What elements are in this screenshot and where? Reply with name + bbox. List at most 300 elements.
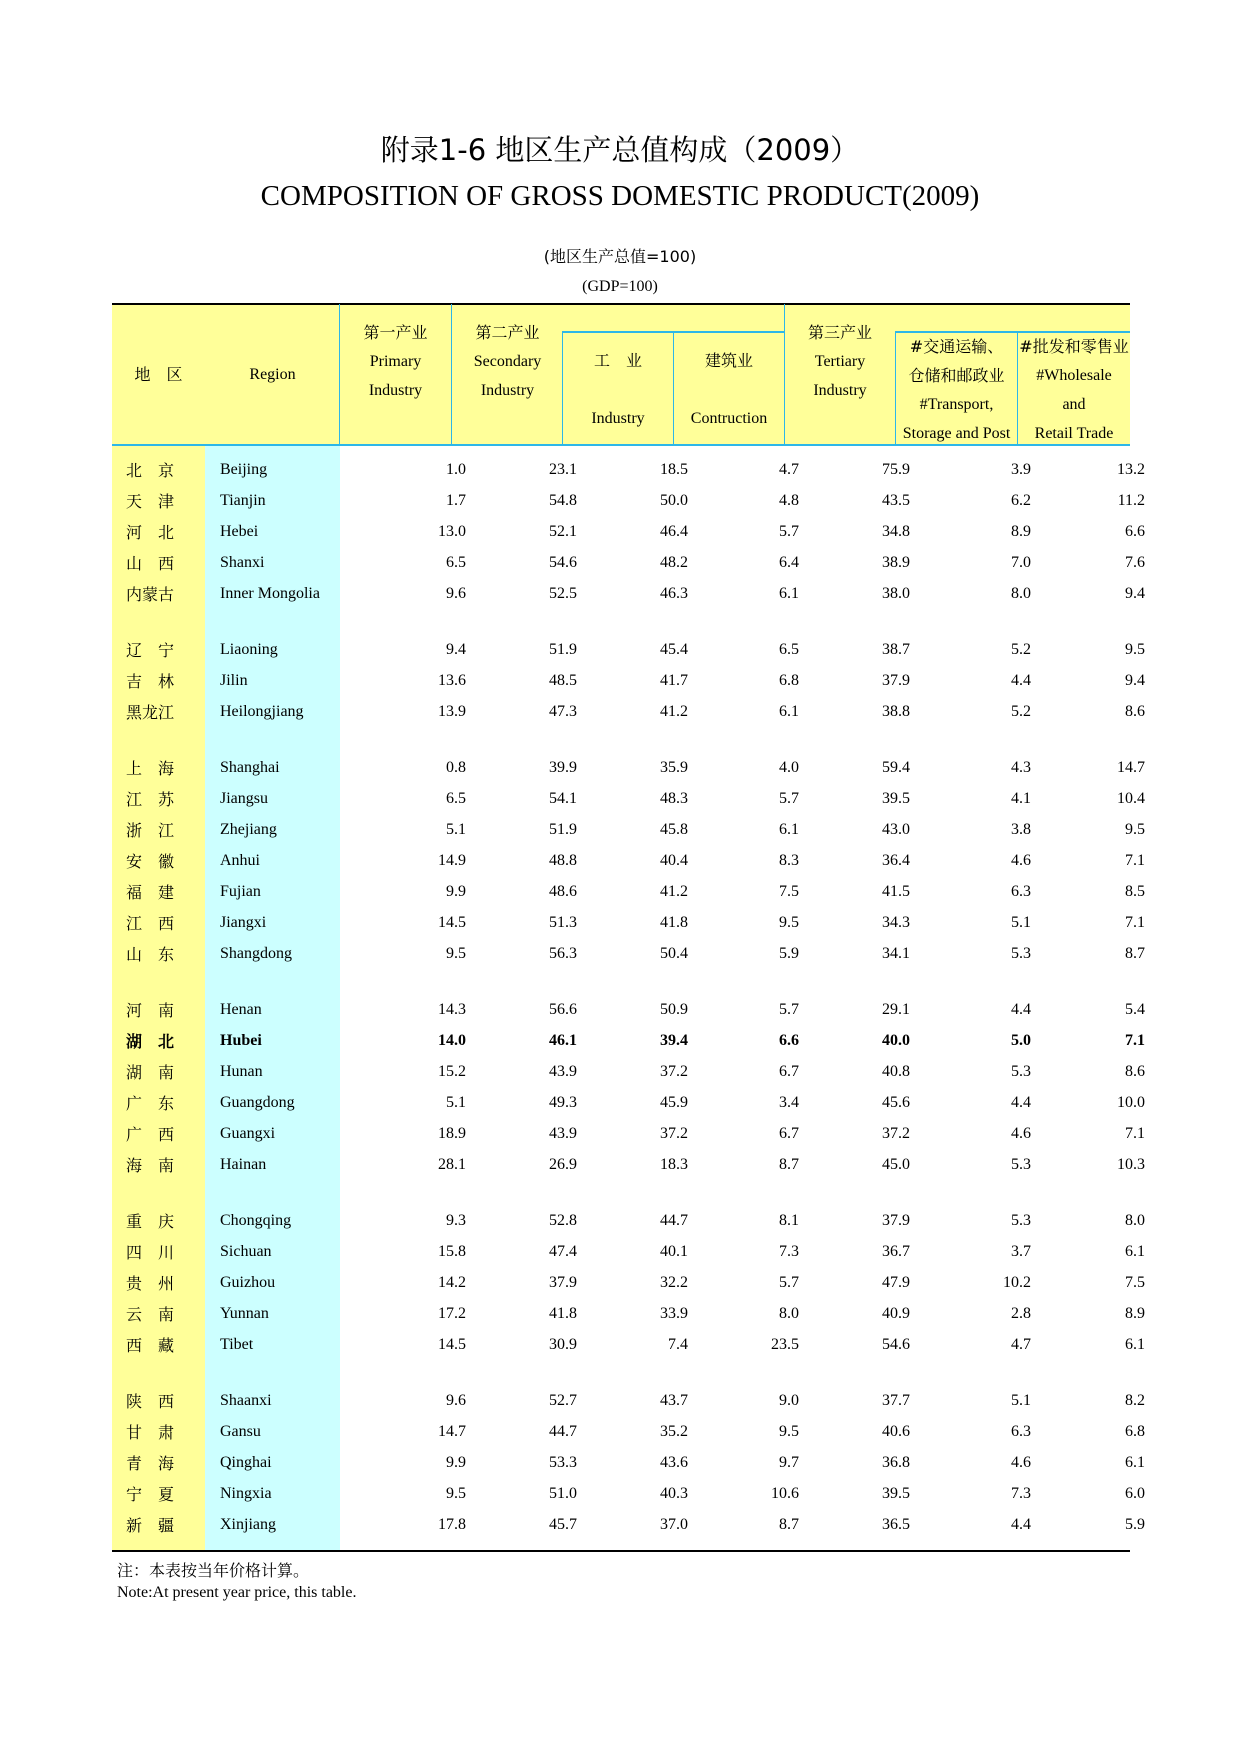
table-row — [112, 814, 1145, 845]
value-construction: 4.8 — [779, 491, 799, 509]
value-transport: 4.3 — [1011, 758, 1031, 776]
value-wholesale: 8.7 — [1125, 944, 1145, 962]
value-construction: 8.0 — [779, 1304, 799, 1322]
value-tertiary: 34.3 — [882, 913, 910, 931]
value-construction: 9.0 — [779, 1391, 799, 1409]
value-construction: 4.7 — [779, 460, 799, 478]
value-secondary: 52.5 — [549, 584, 577, 602]
value-transport: 4.4 — [1011, 1515, 1031, 1533]
value-tertiary: 45.0 — [882, 1155, 910, 1173]
value-primary: 9.9 — [446, 882, 466, 900]
region-name-cn: 吉 林 — [126, 672, 175, 691]
value-wholesale: 6.1 — [1125, 1453, 1145, 1471]
region-name-en: Jilin — [220, 671, 248, 689]
value-primary: 9.6 — [446, 584, 466, 602]
value-industry: 48.2 — [660, 553, 688, 571]
value-transport: 8.9 — [1011, 522, 1031, 540]
region-name-en: Tianjin — [220, 491, 266, 509]
value-tertiary: 36.4 — [882, 851, 910, 869]
footnote-chinese: 注：本表按当年价格计算。 — [117, 1561, 310, 1580]
region-name-en: Shaanxi — [220, 1391, 272, 1409]
group-spacer — [112, 1360, 1145, 1385]
unit-note-chinese: (地区生产总值=100) — [543, 247, 697, 266]
value-wholesale: 6.6 — [1125, 522, 1145, 540]
value-primary: 14.3 — [438, 1000, 466, 1018]
value-wholesale: 11.2 — [1117, 491, 1145, 509]
value-primary: 5.1 — [446, 820, 466, 838]
region-name-cn: 安 徽 — [126, 852, 175, 871]
header-region-cn: 地 区 — [134, 365, 183, 384]
table-row — [112, 1447, 1145, 1478]
value-tertiary: 43.0 — [882, 820, 910, 838]
value-construction: 6.8 — [779, 671, 799, 689]
value-industry: 41.2 — [660, 882, 688, 900]
value-construction: 9.7 — [779, 1453, 799, 1471]
value-secondary: 54.8 — [549, 491, 577, 509]
region-name-en: Fujian — [220, 882, 261, 900]
value-tertiary: 41.5 — [882, 882, 910, 900]
region-name-en: Tibet — [220, 1335, 254, 1353]
value-transport: 4.4 — [1011, 1000, 1031, 1018]
value-wholesale: 10.3 — [1117, 1155, 1145, 1173]
value-wholesale: 8.2 — [1125, 1391, 1145, 1409]
value-industry: 41.2 — [660, 702, 688, 720]
value-tertiary: 38.9 — [882, 553, 910, 571]
value-primary: 14.7 — [438, 1422, 466, 1440]
value-tertiary: 40.9 — [882, 1304, 910, 1322]
value-secondary: 51.9 — [549, 640, 577, 658]
value-tertiary: 38.8 — [882, 702, 910, 720]
region-name-cn: 四 川 — [126, 1243, 175, 1262]
region-name-en: Shanxi — [220, 553, 265, 571]
region-name-cn: 贵 州 — [126, 1274, 175, 1293]
value-tertiary: 38.0 — [882, 584, 910, 602]
value-construction: 6.1 — [779, 702, 799, 720]
value-wholesale: 8.9 — [1125, 1304, 1145, 1322]
value-wholesale: 7.1 — [1125, 913, 1145, 931]
value-primary: 9.3 — [446, 1211, 466, 1229]
group-spacer — [112, 1180, 1145, 1205]
value-wholesale: 7.1 — [1125, 851, 1145, 869]
value-construction: 7.3 — [779, 1242, 799, 1260]
region-name-en: Zhejiang — [220, 820, 277, 838]
value-industry: 45.8 — [660, 820, 688, 838]
page-title-chinese: 附录1-6 地区生产总值构成（2009） — [380, 133, 860, 167]
value-construction: 6.1 — [779, 584, 799, 602]
table-row — [112, 665, 1145, 696]
region-name-en: Shanghai — [220, 758, 280, 776]
value-primary: 9.5 — [446, 1484, 466, 1502]
value-tertiary: 36.8 — [882, 1453, 910, 1471]
table-row — [112, 1149, 1145, 1180]
table-row — [112, 1087, 1145, 1118]
value-industry: 35.9 — [660, 758, 688, 776]
value-primary: 9.4 — [446, 640, 466, 658]
value-tertiary: 45.6 — [882, 1093, 910, 1111]
region-name-en: Henan — [220, 1000, 262, 1018]
value-transport: 6.2 — [1011, 491, 1031, 509]
value-construction: 5.9 — [779, 944, 799, 962]
region-name-cn: 广 西 — [126, 1125, 175, 1144]
value-wholesale: 9.4 — [1125, 584, 1145, 602]
region-name-cn: 辽 宁 — [126, 641, 175, 660]
value-wholesale: 7.5 — [1125, 1273, 1145, 1291]
value-wholesale: 9.5 — [1125, 640, 1145, 658]
table-row — [112, 1118, 1145, 1149]
value-tertiary: 40.0 — [882, 1031, 910, 1049]
header-construction: 建筑业 Contruction — [690, 351, 768, 427]
value-transport: 3.7 — [1011, 1242, 1031, 1260]
value-tertiary: 29.1 — [882, 1000, 910, 1018]
table-row — [112, 994, 1145, 1025]
table-row — [112, 1385, 1145, 1416]
value-industry: 39.4 — [660, 1031, 688, 1049]
value-primary: 14.5 — [438, 1335, 466, 1353]
value-tertiary: 54.6 — [882, 1335, 910, 1353]
value-construction: 5.7 — [779, 1000, 799, 1018]
table-row — [112, 1236, 1145, 1267]
table-row — [112, 516, 1145, 547]
value-transport: 5.1 — [1011, 1391, 1031, 1409]
value-primary: 14.9 — [438, 851, 466, 869]
value-construction: 4.0 — [779, 758, 799, 776]
value-primary: 14.5 — [438, 913, 466, 931]
value-wholesale: 7.6 — [1125, 553, 1145, 571]
table-row — [112, 876, 1145, 907]
value-secondary: 52.8 — [549, 1211, 577, 1229]
value-secondary: 56.3 — [549, 944, 577, 962]
value-wholesale: 13.2 — [1117, 460, 1145, 478]
value-secondary: 23.1 — [549, 460, 577, 478]
value-primary: 15.8 — [438, 1242, 466, 1260]
value-wholesale: 6.0 — [1125, 1484, 1145, 1502]
region-name-cn: 河 北 — [126, 523, 175, 542]
value-transport: 4.4 — [1011, 671, 1031, 689]
value-transport: 3.9 — [1011, 460, 1031, 478]
value-construction: 6.5 — [779, 640, 799, 658]
region-name-en: Anhui — [220, 851, 260, 869]
value-industry: 50.0 — [660, 491, 688, 509]
value-primary: 18.9 — [438, 1124, 466, 1142]
value-primary: 17.8 — [438, 1515, 466, 1533]
value-primary: 9.9 — [446, 1453, 466, 1471]
region-name-cn: 北 京 — [126, 461, 175, 480]
value-primary: 6.5 — [446, 553, 466, 571]
value-tertiary: 36.7 — [882, 1242, 910, 1260]
value-secondary: 51.9 — [549, 820, 577, 838]
value-industry: 41.7 — [660, 671, 688, 689]
value-construction: 7.5 — [779, 882, 799, 900]
table-row — [112, 1025, 1145, 1056]
value-transport: 2.8 — [1011, 1304, 1031, 1322]
value-industry: 37.2 — [660, 1124, 688, 1142]
value-primary: 14.2 — [438, 1273, 466, 1291]
value-transport: 6.3 — [1011, 882, 1031, 900]
value-primary: 28.1 — [438, 1155, 466, 1173]
value-industry: 41.8 — [660, 913, 688, 931]
value-transport: 4.6 — [1011, 1453, 1031, 1471]
value-transport: 4.6 — [1011, 1124, 1031, 1142]
value-industry: 46.3 — [660, 584, 688, 602]
region-name-en: Yunnan — [220, 1304, 269, 1322]
value-primary: 0.8 — [446, 758, 466, 776]
value-construction: 5.7 — [779, 522, 799, 540]
value-construction: 8.3 — [779, 851, 799, 869]
value-secondary: 53.3 — [549, 1453, 577, 1471]
value-tertiary: 38.7 — [882, 640, 910, 658]
value-primary: 6.5 — [446, 789, 466, 807]
value-primary: 13.0 — [438, 522, 466, 540]
value-primary: 14.0 — [438, 1031, 466, 1049]
table-row — [112, 1416, 1145, 1447]
region-name-cn: 内蒙古 — [126, 585, 175, 604]
value-tertiary: 37.7 — [882, 1391, 910, 1409]
value-secondary: 49.3 — [549, 1093, 577, 1111]
table-row — [112, 1267, 1145, 1298]
value-construction: 8.7 — [779, 1515, 799, 1533]
value-construction: 6.7 — [779, 1062, 799, 1080]
group-spacer — [112, 727, 1145, 752]
value-transport: 7.3 — [1011, 1484, 1031, 1502]
header-tertiary: 第三产业 Tertiary Industry — [807, 323, 872, 399]
table-row — [112, 783, 1145, 814]
header-region-en: Region — [249, 366, 296, 383]
value-secondary: 52.1 — [549, 522, 577, 540]
value-primary: 1.0 — [446, 460, 466, 478]
value-secondary: 52.7 — [549, 1391, 577, 1409]
value-wholesale: 5.9 — [1125, 1515, 1145, 1533]
value-construction: 10.6 — [771, 1484, 799, 1502]
region-name-en: Ningxia — [220, 1484, 272, 1502]
region-name-en: Guangdong — [220, 1093, 295, 1111]
value-industry: 45.9 — [660, 1093, 688, 1111]
value-construction: 8.7 — [779, 1155, 799, 1173]
region-name-cn: 天 津 — [126, 492, 175, 511]
value-transport: 4.1 — [1011, 789, 1031, 807]
value-construction: 6.7 — [779, 1124, 799, 1142]
region-name-cn: 江 苏 — [126, 790, 175, 809]
value-tertiary: 34.8 — [882, 522, 910, 540]
region-name-en: Inner Mongolia — [220, 584, 320, 602]
value-tertiary: 75.9 — [882, 460, 910, 478]
value-transport: 4.6 — [1011, 851, 1031, 869]
value-tertiary: 59.4 — [882, 758, 910, 776]
region-name-cn: 黑龙江 — [126, 703, 175, 722]
value-secondary: 46.1 — [549, 1031, 577, 1049]
value-wholesale: 10.0 — [1117, 1093, 1145, 1111]
value-secondary: 41.8 — [549, 1304, 577, 1322]
value-transport: 5.1 — [1011, 913, 1031, 931]
region-name-en: Shangdong — [220, 944, 292, 962]
region-name-en: Jiangxi — [220, 913, 267, 931]
value-construction: 5.7 — [779, 789, 799, 807]
table-row — [112, 938, 1145, 969]
value-primary: 9.6 — [446, 1391, 466, 1409]
value-secondary: 39.9 — [549, 758, 577, 776]
region-name-cn: 江 西 — [126, 914, 175, 933]
table-row — [112, 1056, 1145, 1087]
table-row — [112, 1329, 1145, 1360]
value-wholesale: 9.4 — [1125, 671, 1145, 689]
region-name-cn: 海 南 — [126, 1156, 175, 1175]
value-transport: 3.8 — [1011, 820, 1031, 838]
unit-note-english: (GDP=100) — [582, 278, 658, 295]
value-construction: 23.5 — [771, 1335, 799, 1353]
table-row — [112, 752, 1145, 783]
region-name-en: Hainan — [220, 1155, 267, 1173]
region-name-en: Hunan — [220, 1062, 263, 1080]
value-transport: 4.7 — [1011, 1335, 1031, 1353]
value-industry: 43.7 — [660, 1391, 688, 1409]
value-secondary: 54.6 — [549, 553, 577, 571]
region-name-cn: 西 藏 — [126, 1336, 175, 1355]
table-row — [112, 1478, 1145, 1509]
region-name-cn: 湖 南 — [126, 1063, 175, 1082]
region-name-cn: 云 南 — [126, 1305, 175, 1324]
value-secondary: 43.9 — [549, 1062, 577, 1080]
region-name-en: Hubei — [220, 1031, 262, 1049]
value-secondary: 44.7 — [549, 1422, 577, 1440]
value-construction: 6.6 — [779, 1031, 799, 1049]
page-title-english: COMPOSITION OF GROSS DOMESTIC PRODUCT(2009) — [260, 180, 980, 212]
value-industry: 43.6 — [660, 1453, 688, 1471]
value-secondary: 51.0 — [549, 1484, 577, 1502]
value-industry: 40.4 — [660, 851, 688, 869]
table-row — [112, 1205, 1145, 1236]
value-wholesale: 7.1 — [1125, 1124, 1145, 1142]
region-name-en: Heilongjiang — [220, 702, 304, 720]
value-transport: 5.3 — [1011, 944, 1031, 962]
value-secondary: 48.6 — [549, 882, 577, 900]
region-name-cn: 湖 北 — [126, 1032, 175, 1051]
region-name-cn: 重 庆 — [126, 1212, 175, 1231]
value-construction: 8.1 — [779, 1211, 799, 1229]
value-secondary: 37.9 — [549, 1273, 577, 1291]
header-transport: #交通运输、 仓储和邮政业 #Transport, Storage and Post — [902, 337, 1011, 442]
value-wholesale: 6.1 — [1125, 1242, 1145, 1260]
value-wholesale: 9.5 — [1125, 820, 1145, 838]
value-transport: 10.2 — [1003, 1273, 1031, 1291]
value-industry: 7.4 — [668, 1335, 688, 1353]
region-name-en: Hebei — [220, 522, 259, 540]
table-row — [112, 578, 1145, 609]
region-name-cn: 福 建 — [126, 883, 175, 902]
region-name-en: Guizhou — [220, 1273, 276, 1291]
region-name-en: Xinjiang — [220, 1515, 276, 1533]
value-wholesale: 6.8 — [1125, 1422, 1145, 1440]
table-row — [112, 1298, 1145, 1329]
value-transport: 5.0 — [1011, 1031, 1031, 1049]
table-row — [112, 1509, 1145, 1540]
value-secondary: 48.5 — [549, 671, 577, 689]
table-row — [112, 485, 1145, 516]
value-industry: 37.0 — [660, 1515, 688, 1533]
region-name-en: Sichuan — [220, 1242, 272, 1260]
region-name-en: Gansu — [220, 1422, 261, 1440]
region-name-cn: 宁 夏 — [126, 1485, 175, 1504]
value-primary: 1.7 — [446, 491, 466, 509]
region-name-cn: 陕 西 — [126, 1392, 175, 1411]
value-primary: 13.6 — [438, 671, 466, 689]
value-construction: 9.5 — [779, 913, 799, 931]
value-transport: 5.3 — [1011, 1155, 1031, 1173]
value-secondary: 47.4 — [549, 1242, 577, 1260]
value-industry: 40.1 — [660, 1242, 688, 1260]
value-transport: 6.3 — [1011, 1422, 1031, 1440]
table-row — [112, 845, 1145, 876]
value-tertiary: 39.5 — [882, 789, 910, 807]
value-transport: 5.2 — [1011, 640, 1031, 658]
region-name-en: Jiangsu — [220, 789, 268, 807]
value-industry: 35.2 — [660, 1422, 688, 1440]
value-secondary: 47.3 — [549, 702, 577, 720]
value-wholesale: 14.7 — [1117, 758, 1145, 776]
value-wholesale: 8.5 — [1125, 882, 1145, 900]
value-transport: 5.3 — [1011, 1211, 1031, 1229]
value-secondary: 51.3 — [549, 913, 577, 931]
value-transport: 5.2 — [1011, 702, 1031, 720]
value-primary: 9.5 — [446, 944, 466, 962]
region-name-cn: 上 海 — [126, 759, 175, 778]
table-row — [112, 454, 1145, 485]
value-industry: 50.9 — [660, 1000, 688, 1018]
value-secondary: 26.9 — [549, 1155, 577, 1173]
value-tertiary: 37.9 — [882, 1211, 910, 1229]
region-name-cn: 山 西 — [126, 554, 175, 573]
value-wholesale: 6.1 — [1125, 1335, 1145, 1353]
value-primary: 13.9 — [438, 702, 466, 720]
region-name-en: Beijing — [220, 460, 268, 478]
region-name-cn: 山 东 — [126, 945, 175, 964]
table-top-rule — [112, 303, 1130, 305]
region-name-cn: 新 疆 — [126, 1516, 175, 1535]
gdp-composition-table — [112, 454, 1145, 1540]
value-secondary: 54.1 — [549, 789, 577, 807]
value-tertiary: 47.9 — [882, 1273, 910, 1291]
value-secondary: 48.8 — [549, 851, 577, 869]
value-industry: 18.3 — [660, 1155, 688, 1173]
value-wholesale: 8.6 — [1125, 1062, 1145, 1080]
value-industry: 33.9 — [660, 1304, 688, 1322]
group-spacer — [112, 969, 1145, 994]
table-row — [112, 634, 1145, 665]
value-secondary: 30.9 — [549, 1335, 577, 1353]
value-wholesale: 5.4 — [1125, 1000, 1145, 1018]
region-name-en: Chongqing — [220, 1211, 292, 1229]
table-row — [112, 907, 1145, 938]
value-transport: 7.0 — [1011, 553, 1031, 571]
region-name-cn: 广 东 — [126, 1094, 175, 1113]
group-spacer — [112, 609, 1145, 634]
value-industry: 46.4 — [660, 522, 688, 540]
header-wholesale: #批发和零售业 #Wholesale and Retail Trade — [1019, 337, 1129, 442]
value-industry: 32.2 — [660, 1273, 688, 1291]
value-secondary: 56.6 — [549, 1000, 577, 1018]
value-construction: 6.1 — [779, 820, 799, 838]
header-industry: 工 业 Industry — [591, 351, 645, 427]
value-primary: 15.2 — [438, 1062, 466, 1080]
region-name-cn: 河 南 — [126, 1001, 175, 1020]
value-secondary: 43.9 — [549, 1124, 577, 1142]
value-tertiary: 43.5 — [882, 491, 910, 509]
value-construction: 3.4 — [779, 1093, 799, 1111]
value-primary: 17.2 — [438, 1304, 466, 1322]
value-industry: 48.3 — [660, 789, 688, 807]
value-construction: 6.4 — [779, 553, 799, 571]
value-wholesale: 8.0 — [1125, 1211, 1145, 1229]
table-row — [112, 547, 1145, 578]
value-tertiary: 37.9 — [882, 671, 910, 689]
